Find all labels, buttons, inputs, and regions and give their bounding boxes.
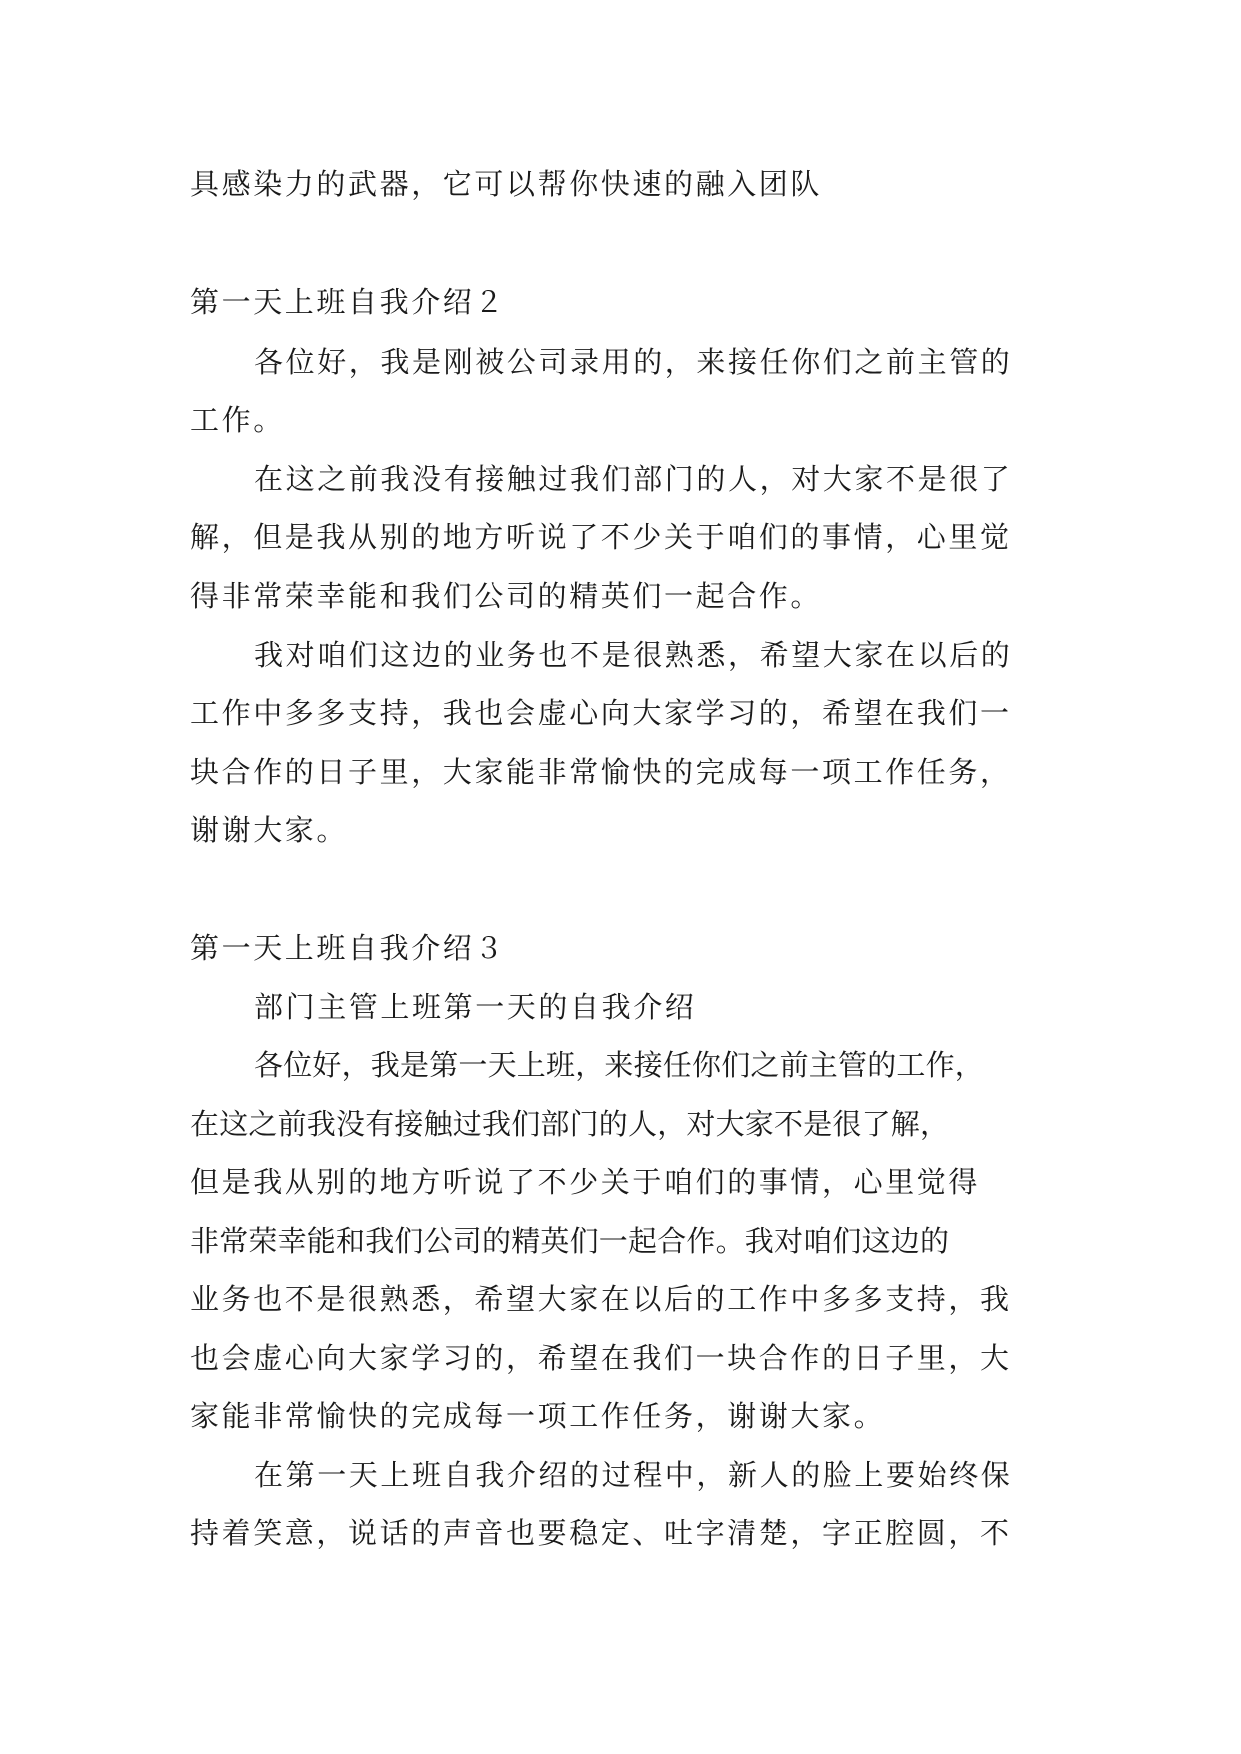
paragraph-line: 解，但是我从别的地方听说了不少关于咱们的事情，心里觉	[190, 520, 1012, 554]
paragraph-line: 家能非常愉快的完成每一项工作任务，谢谢大家。	[190, 1399, 886, 1433]
section-heading: 第一天上班自我介绍２	[190, 285, 507, 319]
paragraph-line: 我对咱们这边的业务也不是很熟悉，希望大家在以后的	[254, 638, 1013, 672]
paragraph-line: 具感染力的武器，它可以帮你快速的融入团队	[190, 167, 823, 201]
paragraph-line: 在第一天上班自我介绍的过程中，新人的脸上要始终保	[254, 1458, 1013, 1492]
paragraph-line: 在这之前我没有接触过我们部门的人，对大家不是很了解，	[190, 1107, 950, 1141]
section-heading: 第一天上班自我介绍３	[190, 931, 507, 965]
paragraph-line: 在这之前我没有接触过我们部门的人，对大家不是很了	[254, 462, 1013, 496]
paragraph-line: 工作中多多支持，我也会虚心向大家学习的，希望在我们一	[190, 696, 1012, 730]
paragraph-line: 但是我从别的地方听说了不少关于咱们的事情，心里觉得	[190, 1165, 981, 1199]
paragraph-line: 部门主管上班第一天的自我介绍	[254, 990, 697, 1024]
paragraph-line: 持着笑意，说话的声音也要稳定、吐字清楚，字正腔圆，不	[190, 1516, 1012, 1550]
paragraph-line: 块合作的日子里，大家能非常愉快的完成每一项工作任务，	[190, 755, 1012, 789]
paragraph-line: 谢谢大家。	[190, 813, 349, 847]
paragraph-line: 各位好，我是第一天上班，来接任你们之前主管的工作，	[254, 1048, 985, 1082]
paragraph-line: 工作。	[190, 403, 285, 437]
paragraph-line: 业务也不是很熟悉，希望大家在以后的工作中多多支持，我	[190, 1282, 1012, 1316]
paragraph-line: 各位好，我是刚被公司录用的，来接任你们之前主管的	[254, 345, 1013, 379]
paragraph-line: 也会虚心向大家学习的，希望在我们一块合作的日子里，大	[190, 1341, 1012, 1375]
paragraph-line: 非常荣幸能和我们公司的精英们一起合作。我对咱们这边的	[190, 1224, 950, 1258]
paragraph-line: 得非常荣幸能和我们公司的精英们一起合作。	[190, 579, 823, 613]
